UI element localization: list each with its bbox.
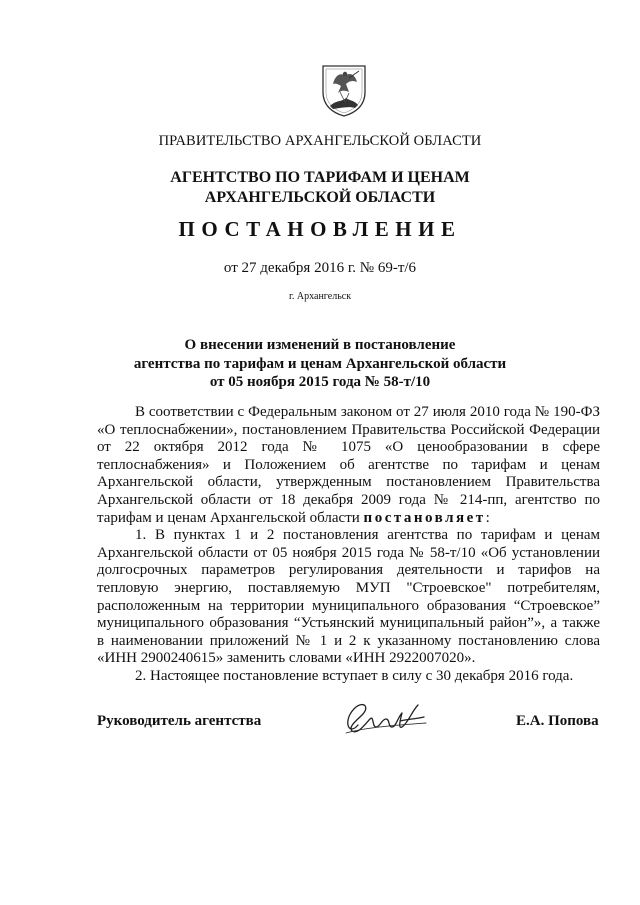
subject-line2: агентства по тарифам и ценам Архангельской области	[133, 355, 507, 372]
decree-keyword: постановляет	[363, 509, 486, 526]
preamble-text: В соответствии с Федеральным законом от 27 июля 2010 года № 190-ФЗ «О теплоснабжении», постановлением Правительства Российской Федерации от 22 октября 2012 года № 1075 «О ценообразовании в сфере теплоснабжения» и Положением об агентстве по тарифам и ценам Архангельской области, утвержденным постановлением Правительства Архангельской области от 18 декабря 2009 года № 214-пп, агентство по тарифам и ценам Архангельской области	[97, 404, 600, 526]
agency-name-line2: АРХАНГЕЛЬСКОЙ ОБЛАСТИ	[204, 189, 436, 206]
agency-name	[0, 168, 640, 208]
government-name: ПРАВИТЕЛЬСТВО АРХАНГЕЛЬСКОЙ ОБЛАСТИ	[158, 133, 482, 149]
document-city: г. Архангельск	[288, 291, 352, 302]
signer-name: Е.А. Попова	[516, 713, 599, 729]
subject-line1: О внесении изменений в постановление	[184, 337, 456, 353]
body-paragraph-preamble	[97, 404, 600, 527]
document-body	[97, 404, 600, 686]
preamble-end: :	[485, 509, 490, 526]
subject-line3: от 05 ноября 2015 года № 58-т/10	[209, 374, 431, 390]
coat-of-arms-icon	[319, 62, 369, 118]
agency-name-line1: АГЕНТСТВО ПО ТАРИФАМ И ЦЕНАМ	[170, 169, 470, 186]
body-paragraph-item-1: 1. В пунктах 1 и 2 постановления агентства по тарифам и ценам Архангельской области от 05 ноября 2015 года № 58-т/10 «Об установлении долгосрочных параметров регулирования деятельности и тарифов на тепловую энергию, поставляемую МУП "Строевское" потребителям, расположенным на территории муниципального образования “Строевское” муниципального образования “Устьянский муниципальный район”», а также в наименовании приложений № 1 и 2 к указанному постановлению слова «ИНН 2900240615» заменить словами «ИНН 2922007020».	[97, 527, 600, 667]
document-subject	[0, 336, 640, 392]
handwritten-signature	[338, 697, 434, 741]
body-paragraph-item-2: 2. Настоящее постановление вступает в силу с 30 декабря 2016 года.	[135, 667, 574, 684]
signer-role: Руководитель агентства	[97, 713, 262, 729]
document-type: ПОСТАНОВЛЕНИЕ	[178, 217, 462, 241]
document-date-number: от 27 декабря 2016 г. № 69-т/6	[223, 260, 417, 276]
